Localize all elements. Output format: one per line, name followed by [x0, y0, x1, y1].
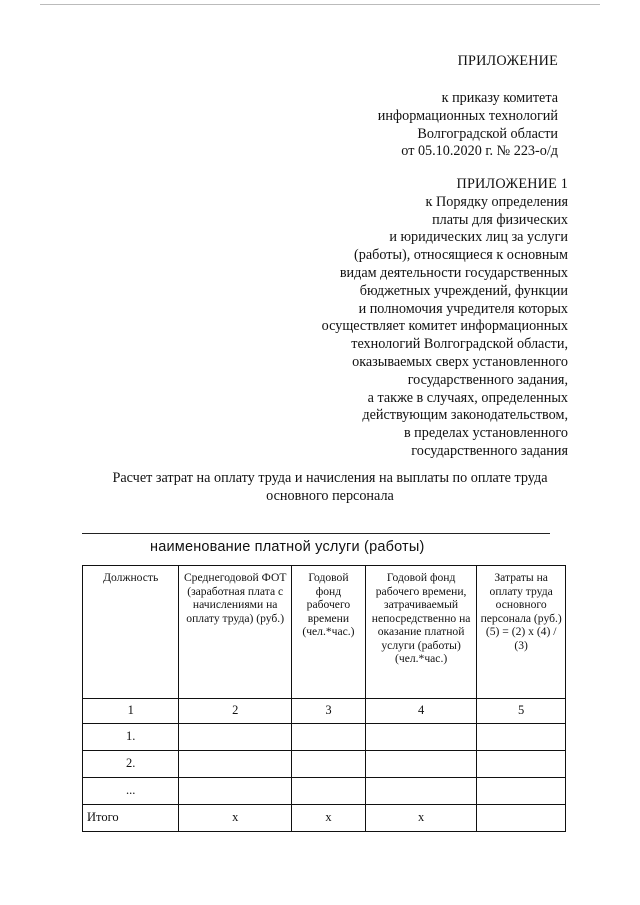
- table-cell: 2.: [83, 751, 179, 778]
- table-cell: [292, 751, 366, 778]
- table-row: [83, 751, 566, 778]
- appendix1-line: осуществляет комитет информационных: [321, 318, 568, 335]
- column-number: 1: [83, 699, 179, 724]
- table-cell: [365, 778, 476, 805]
- total-label: Итого: [83, 805, 179, 832]
- table-cell: [179, 778, 292, 805]
- column-number: 3: [292, 699, 366, 724]
- appendix1-line: государственного задания: [411, 442, 568, 459]
- appendix1-line: (работы), относящиеся к основным: [354, 247, 568, 264]
- table-cell: [179, 751, 292, 778]
- column-number: 2: [179, 699, 292, 724]
- total-cell: x: [365, 805, 476, 832]
- appendix1-line: оказываемых сверх установленного: [352, 353, 568, 370]
- column-number: 4: [365, 699, 476, 724]
- table-cell: [179, 724, 292, 751]
- appendix-title-text: ПРИЛОЖЕНИЕ: [457, 53, 558, 69]
- order-reference: [378, 90, 558, 161]
- document-title: [70, 470, 590, 506]
- table-cell: [365, 724, 476, 751]
- appendix-title: [458, 53, 558, 71]
- appendix1-line: платы для физических: [432, 211, 568, 228]
- table-cell: 1.: [83, 724, 179, 751]
- total-cell: [477, 805, 566, 832]
- labor-cost-table: [82, 565, 566, 832]
- column-number: 5: [477, 699, 566, 724]
- header-labor-costs: Затраты на оплату труда основного персонала (руб.) (5) = (2) х (4) / (3): [477, 566, 566, 699]
- appendix1-line: и юридических лиц за услуги: [389, 229, 568, 246]
- table-row: [83, 778, 566, 805]
- appendix1-line: видам деятельности государственных: [339, 264, 568, 281]
- table-cell: [477, 751, 566, 778]
- appendix1-line: и полномочия учредителя которых: [358, 300, 568, 317]
- service-name-caption: наименование платной услуги (работы): [150, 539, 425, 555]
- service-name-underline: [82, 533, 550, 534]
- order-line: к приказу комитета: [441, 90, 558, 106]
- table-cell: [477, 778, 566, 805]
- appendix1-line: а также в случаях, определенных: [367, 389, 568, 406]
- appendix1-line: действующим законодательством,: [362, 407, 568, 424]
- order-line: информационных технологий: [377, 107, 558, 124]
- table-cell: [292, 724, 366, 751]
- header-position: Должность: [83, 566, 179, 699]
- column-number-row: [83, 699, 566, 724]
- header-service-work-time: Годовой фонд рабочего времени, затрачиваемый непосредственно на оказание платной услуги (работы) (чел.*час.): [365, 566, 476, 699]
- order-line: от 05.10.2020 г. № 223-о/д: [401, 143, 558, 160]
- order-line: Волгоградской области: [417, 125, 558, 142]
- table-cell: [477, 724, 566, 751]
- total-cell: x: [292, 805, 366, 832]
- appendix1-line: к Порядку определения: [425, 193, 568, 210]
- document-title-line2: основного персонала: [266, 487, 394, 504]
- table-row: [83, 724, 566, 751]
- scan-top-edge: [40, 4, 600, 5]
- appendix1-line: технологий Волгоградской области,: [351, 336, 568, 353]
- appendix1-line: государственного задания,: [407, 371, 568, 388]
- table-total-row: [83, 805, 566, 832]
- appendix1-line: в пределах установленного: [403, 425, 568, 442]
- table-cell: [365, 751, 476, 778]
- document-title-line1: Расчет затрат на оплату труда и начисления на выплаты по оплате труда: [112, 470, 548, 486]
- total-cell: x: [179, 805, 292, 832]
- header-annual-payroll: Среднегодовой ФОТ (заработная плата с начислениями на оплату труда) (руб.): [179, 566, 292, 699]
- table-header-row: [83, 566, 566, 699]
- appendix1-title: ПРИЛОЖЕНИЕ 1: [456, 176, 568, 192]
- table-cell: ...: [83, 778, 179, 805]
- appendix1-line: бюджетных учреждений, функции: [359, 282, 568, 299]
- appendix1-reference: [322, 176, 568, 461]
- header-annual-work-time: Годовой фонд рабочего времени (чел.*час.): [292, 566, 366, 699]
- table-cell: [292, 778, 366, 805]
